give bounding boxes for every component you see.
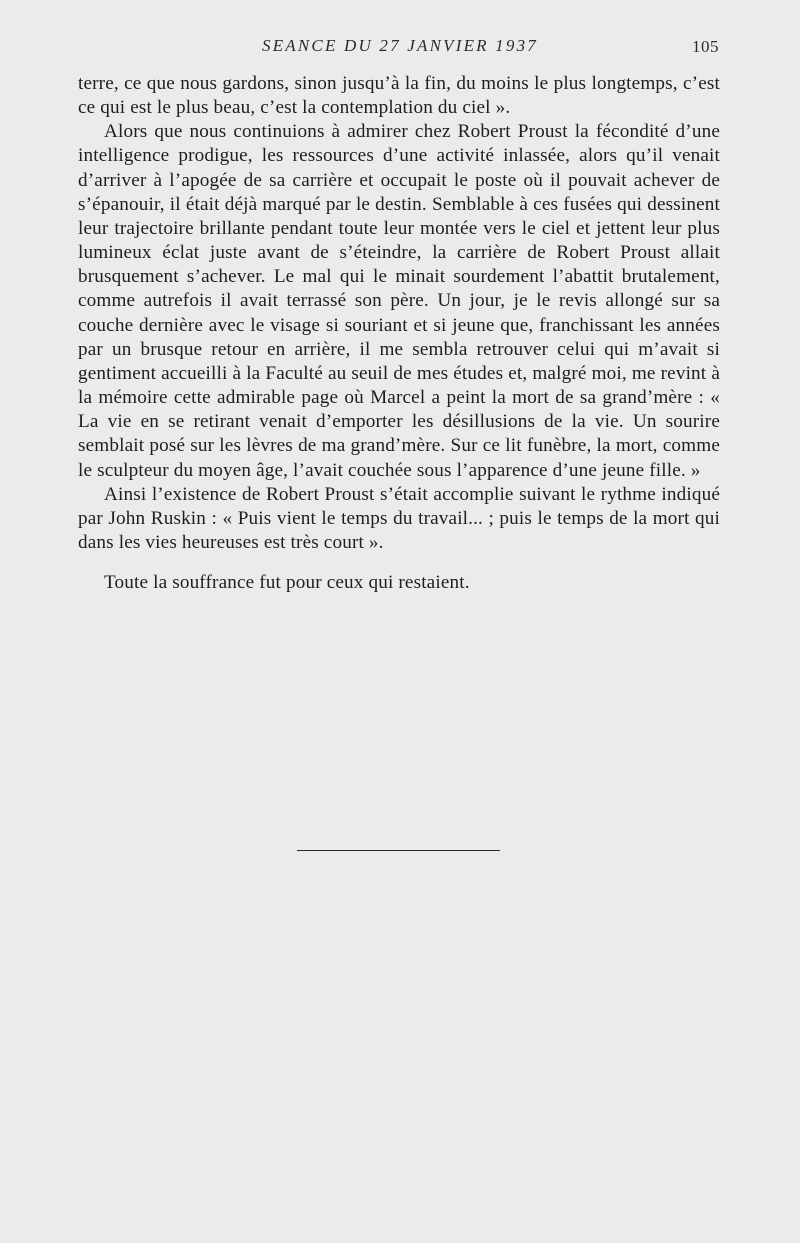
section-divider (297, 850, 500, 851)
page-number: 105 (692, 37, 719, 56)
running-title: SEANCE DU 27 JANVIER 1937 (262, 36, 538, 55)
body-text (78, 72, 720, 595)
paragraph-closing: Toute la souffrance fut pour ceux qui restaient. (104, 572, 470, 594)
paragraph-ruskin-quote: Ainsi l’existence de Robert Proust s’était accomplie suivant le rythme indiqué par John Ruskin : « Puis vient le temps du travail... ; puis le temps de la mort qui dans les vies heureuses est très court ». (78, 483, 720, 553)
paragraph-continuation: terre, ce que nous gardons, sinon jusqu’à la fin, du moins le plus longtemps, c’est ce qui est le plus beau, c’est la contemplation du ciel ». (78, 73, 720, 119)
paragraph-robert-proust-career: Alors que nous continuions à admirer chez Robert Proust la fécondité d’une intelligence prodigue, les ressources d’une activité inlassée, alors qu’il venait d’arriver à l’apogée de sa carrière et occupait le poste où il pouvait achever de s’épanouir, il était déjà marqué par le destin. Semblable à ces fusées qui dessinent leur trajectoire brillante pendant toute leur montée vers le ciel et jettent leur plus lumineux éclat juste avant de s’éteindre, la carrière de Robert Proust allait brusquement s’achever. Le mal qui le minait sourdement l’abattit brutalement, comme autrefois il avait terrassé son père. Un jour, je le revis allongé sur sa couche dernière avec le visage si souriant et si jeune que, franchissant les années par un brusque retour en arrière, il me sembla retrouver celui qui m’avait si gentiment accueilli à la Faculté au seuil de mes études et, malgré moi, me revint à la mémoire cette admirable page où Marcel a peint la mort de sa grand’mère : « La vie en se retirant venait d’emporter les désillusions de la vie. Un sourire semblait posé sur les lèvres de ma grand’mère. Sur ce lit funèbre, la mort, comme le sculpteur du moyen âge, l’avait couchée sous l’apparence d’une jeune fille. » (78, 121, 720, 481)
